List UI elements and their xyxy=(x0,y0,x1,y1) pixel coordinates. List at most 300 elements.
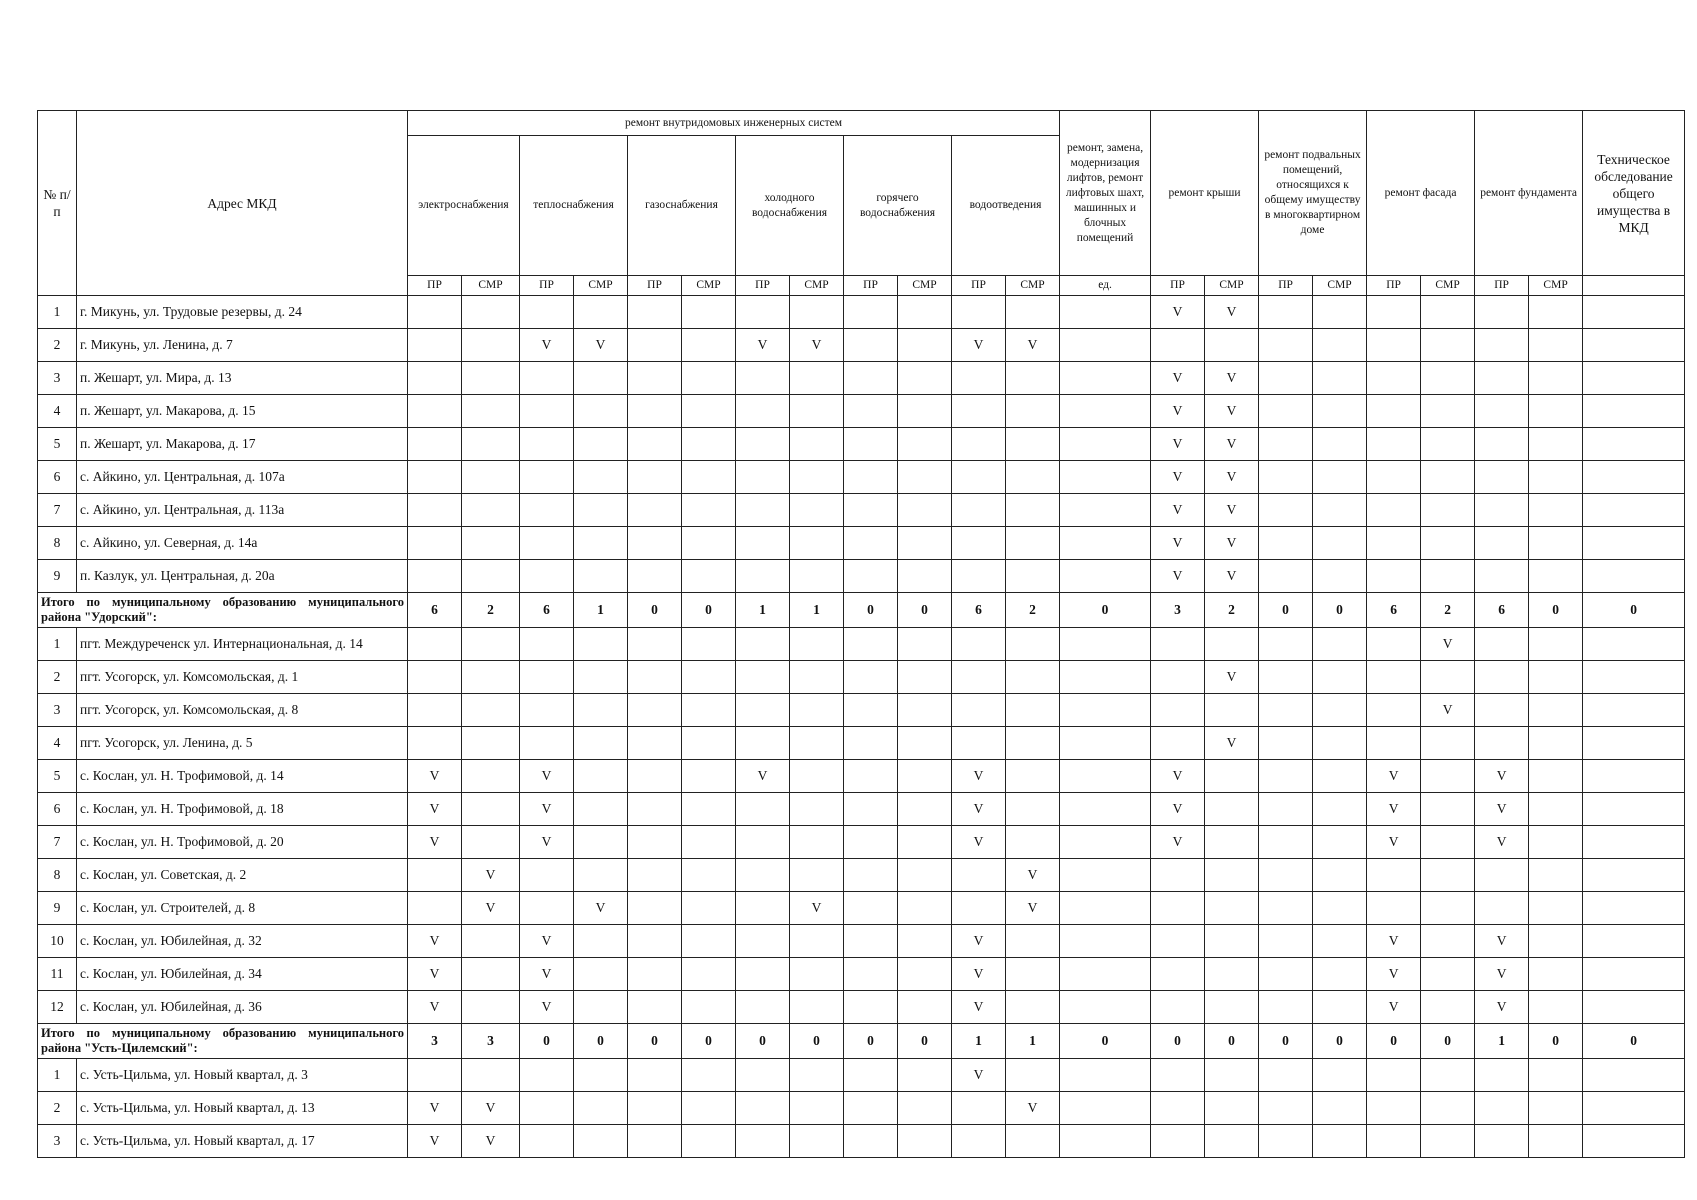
row-cell xyxy=(1421,494,1475,527)
row-cell xyxy=(898,1125,952,1158)
row-cell: V xyxy=(1205,661,1259,694)
row-cell xyxy=(736,991,790,1024)
row-cell xyxy=(1205,958,1259,991)
row-cell xyxy=(1151,859,1205,892)
row-cell xyxy=(898,362,952,395)
total-cell: 6 xyxy=(408,593,462,628)
row-cell: V xyxy=(520,958,574,991)
row-address: с. Кослан, ул. Советская, д. 2 xyxy=(77,859,408,892)
row-cell xyxy=(520,362,574,395)
row-cell xyxy=(682,494,736,527)
row-cell xyxy=(1060,859,1151,892)
row-cell xyxy=(408,527,462,560)
row-cell xyxy=(790,925,844,958)
row-cell xyxy=(1259,395,1313,428)
table-row xyxy=(38,560,1685,593)
row-cell xyxy=(1259,628,1313,661)
total-cell: 2 xyxy=(1421,593,1475,628)
row-cell xyxy=(682,362,736,395)
row-cell: V xyxy=(1475,826,1529,859)
row-cell xyxy=(1583,793,1685,826)
row-cell xyxy=(952,892,1006,925)
row-cell xyxy=(628,1092,682,1125)
header-address: Адрес МКД xyxy=(77,111,408,296)
row-number: 6 xyxy=(38,793,77,826)
row-cell xyxy=(408,661,462,694)
total-cell: 2 xyxy=(1006,593,1060,628)
sub-smr: СМР xyxy=(1529,276,1583,296)
row-cell xyxy=(790,527,844,560)
table-row xyxy=(38,991,1685,1024)
row-cell xyxy=(1060,727,1151,760)
row-cell xyxy=(1060,362,1151,395)
row-cell: V xyxy=(1205,395,1259,428)
row-cell xyxy=(1583,925,1685,958)
row-cell: V xyxy=(1151,395,1205,428)
row-cell xyxy=(736,527,790,560)
row-cell xyxy=(1060,694,1151,727)
row-address: пгт. Усогорск, ул. Ленина, д. 5 xyxy=(77,727,408,760)
table-row xyxy=(38,661,1685,694)
row-cell xyxy=(1475,461,1529,494)
row-cell xyxy=(1151,925,1205,958)
row-cell xyxy=(408,395,462,428)
row-cell: V xyxy=(1205,296,1259,329)
row-cell xyxy=(1313,958,1367,991)
total-cell: 2 xyxy=(462,593,520,628)
row-cell xyxy=(898,727,952,760)
sub-pr: ПР xyxy=(408,276,462,296)
row-cell xyxy=(628,329,682,362)
row-cell xyxy=(574,694,628,727)
row-cell xyxy=(462,461,520,494)
row-cell xyxy=(1583,958,1685,991)
row-cell: V xyxy=(408,793,462,826)
row-cell xyxy=(574,428,628,461)
total-label: Итого по муниципальному образованию муниципального района "Удорский": xyxy=(38,593,408,628)
row-number: 2 xyxy=(38,1092,77,1125)
header-num: № п/п xyxy=(38,111,77,296)
row-number: 9 xyxy=(38,892,77,925)
row-cell xyxy=(844,461,898,494)
row-cell: V xyxy=(408,1125,462,1158)
row-cell xyxy=(462,991,520,1024)
row-cell xyxy=(1205,991,1259,1024)
table-row xyxy=(38,826,1685,859)
row-cell xyxy=(1151,991,1205,1024)
row-cell xyxy=(952,296,1006,329)
row-cell: V xyxy=(1151,296,1205,329)
row-cell xyxy=(462,494,520,527)
row-cell xyxy=(1259,362,1313,395)
row-cell xyxy=(1421,859,1475,892)
row-cell xyxy=(1006,628,1060,661)
total-cell: 0 xyxy=(844,1024,898,1059)
row-cell xyxy=(574,1125,628,1158)
row-cell xyxy=(574,296,628,329)
row-cell xyxy=(1583,826,1685,859)
row-cell xyxy=(1529,527,1583,560)
row-address: с. Кослан, ул. Юбилейная, д. 36 xyxy=(77,991,408,1024)
row-cell xyxy=(736,727,790,760)
row-number: 4 xyxy=(38,727,77,760)
row-cell xyxy=(408,461,462,494)
row-address: п. Жешарт, ул. Мира, д. 13 xyxy=(77,362,408,395)
row-cell xyxy=(1475,296,1529,329)
row-cell xyxy=(790,826,844,859)
row-cell xyxy=(898,958,952,991)
row-address: пгт. Усогорск, ул. Комсомольская, д. 1 xyxy=(77,661,408,694)
row-address: пгт. Усогорск, ул. Комсомольская, д. 8 xyxy=(77,694,408,727)
table-row xyxy=(38,760,1685,793)
row-cell xyxy=(790,958,844,991)
row-cell xyxy=(1205,1125,1259,1158)
row-cell xyxy=(1259,694,1313,727)
row-cell xyxy=(682,527,736,560)
row-cell xyxy=(1313,494,1367,527)
row-cell xyxy=(790,727,844,760)
row-cell xyxy=(1313,628,1367,661)
row-cell xyxy=(1475,727,1529,760)
sub-pr: ПР xyxy=(1259,276,1313,296)
row-cell xyxy=(790,694,844,727)
row-cell xyxy=(898,494,952,527)
row-cell xyxy=(682,925,736,958)
row-cell xyxy=(1529,925,1583,958)
row-cell xyxy=(520,859,574,892)
row-cell xyxy=(1583,329,1685,362)
row-cell xyxy=(1060,991,1151,1024)
row-cell: V xyxy=(520,329,574,362)
row-cell xyxy=(574,793,628,826)
row-cell xyxy=(898,661,952,694)
row-cell: V xyxy=(1151,760,1205,793)
row-cell xyxy=(408,628,462,661)
row-cell xyxy=(682,661,736,694)
row-cell xyxy=(520,1092,574,1125)
sub-pr: ПР xyxy=(520,276,574,296)
total-cell: 0 xyxy=(736,1024,790,1059)
row-cell: V xyxy=(1205,527,1259,560)
row-cell xyxy=(1313,826,1367,859)
row-cell xyxy=(574,826,628,859)
row-cell xyxy=(952,461,1006,494)
row-cell: V xyxy=(1367,760,1421,793)
row-cell xyxy=(1529,1092,1583,1125)
row-cell xyxy=(1529,494,1583,527)
row-cell xyxy=(682,395,736,428)
row-cell: V xyxy=(1475,991,1529,1024)
row-cell xyxy=(1475,428,1529,461)
row-cell xyxy=(1060,793,1151,826)
row-cell xyxy=(1529,1125,1583,1158)
row-cell xyxy=(1006,694,1060,727)
table-row xyxy=(38,362,1685,395)
row-cell xyxy=(520,661,574,694)
row-number: 11 xyxy=(38,958,77,991)
row-cell xyxy=(1151,661,1205,694)
row-cell xyxy=(574,628,628,661)
row-cell xyxy=(736,628,790,661)
row-cell xyxy=(462,925,520,958)
row-cell xyxy=(1475,1125,1529,1158)
sub-unit: ед. xyxy=(1060,276,1151,296)
row-cell xyxy=(1583,859,1685,892)
table-row xyxy=(38,958,1685,991)
row-cell: V xyxy=(952,925,1006,958)
row-cell xyxy=(1529,859,1583,892)
row-cell xyxy=(1421,395,1475,428)
row-cell xyxy=(1529,727,1583,760)
row-cell xyxy=(520,1125,574,1158)
total-label: Итого по муниципальному образованию муниципального района "Усть-Цилемский": xyxy=(38,1024,408,1059)
row-cell xyxy=(952,527,1006,560)
repair-plan-table xyxy=(37,110,1685,1158)
row-cell xyxy=(844,1092,898,1125)
row-cell xyxy=(628,727,682,760)
row-cell xyxy=(462,1059,520,1092)
sub-smr: СМР xyxy=(462,276,520,296)
row-cell: V xyxy=(1205,428,1259,461)
row-cell xyxy=(628,892,682,925)
row-cell xyxy=(408,859,462,892)
table-row xyxy=(38,859,1685,892)
row-cell: V xyxy=(408,925,462,958)
row-cell xyxy=(574,925,628,958)
row-cell xyxy=(682,826,736,859)
row-cell xyxy=(628,362,682,395)
row-cell xyxy=(898,925,952,958)
row-cell xyxy=(898,395,952,428)
row-address: с. Айкино, ул. Центральная, д. 113а xyxy=(77,494,408,527)
row-cell xyxy=(520,892,574,925)
row-cell xyxy=(790,760,844,793)
row-cell xyxy=(952,661,1006,694)
row-cell xyxy=(682,859,736,892)
row-cell xyxy=(1259,760,1313,793)
row-cell xyxy=(736,362,790,395)
row-cell xyxy=(520,527,574,560)
row-cell xyxy=(1006,925,1060,958)
row-cell xyxy=(1259,958,1313,991)
row-cell xyxy=(574,958,628,991)
row-address: с. Кослан, ул. Н. Трофимовой, д. 14 xyxy=(77,760,408,793)
row-address: с. Кослан, ул. Н. Трофимовой, д. 20 xyxy=(77,826,408,859)
row-cell xyxy=(520,494,574,527)
row-cell: V xyxy=(1475,925,1529,958)
row-cell xyxy=(1529,428,1583,461)
row-cell xyxy=(1313,727,1367,760)
row-cell xyxy=(1259,1059,1313,1092)
row-cell xyxy=(1259,329,1313,362)
row-cell xyxy=(1367,892,1421,925)
row-cell: V xyxy=(574,892,628,925)
row-cell xyxy=(408,494,462,527)
row-cell xyxy=(682,727,736,760)
row-cell xyxy=(1583,1125,1685,1158)
row-cell xyxy=(844,362,898,395)
row-cell xyxy=(1060,560,1151,593)
row-cell xyxy=(462,296,520,329)
row-cell xyxy=(844,428,898,461)
sub-pr: ПР xyxy=(628,276,682,296)
row-cell xyxy=(844,494,898,527)
row-cell xyxy=(790,428,844,461)
row-cell xyxy=(1367,494,1421,527)
row-cell xyxy=(1313,1092,1367,1125)
row-cell xyxy=(1060,826,1151,859)
row-cell: V xyxy=(1475,958,1529,991)
row-cell xyxy=(520,461,574,494)
row-cell xyxy=(1367,560,1421,593)
row-cell: V xyxy=(520,826,574,859)
total-cell: 0 xyxy=(1259,1024,1313,1059)
row-cell xyxy=(462,329,520,362)
row-cell xyxy=(462,428,520,461)
row-cell xyxy=(1313,925,1367,958)
row-cell xyxy=(790,661,844,694)
row-cell xyxy=(1259,560,1313,593)
total-cell: 0 xyxy=(1583,593,1685,628)
row-cell xyxy=(1529,661,1583,694)
sub-pr: ПР xyxy=(1151,276,1205,296)
row-cell xyxy=(1583,1059,1685,1092)
row-number: 1 xyxy=(38,296,77,329)
total-cell: 0 xyxy=(628,1024,682,1059)
row-cell xyxy=(462,793,520,826)
row-cell xyxy=(952,1125,1006,1158)
table-row xyxy=(38,296,1685,329)
row-cell xyxy=(1006,661,1060,694)
row-cell xyxy=(1583,428,1685,461)
row-cell xyxy=(952,1092,1006,1125)
row-cell xyxy=(462,661,520,694)
row-cell: V xyxy=(520,793,574,826)
total-cell: 6 xyxy=(1367,593,1421,628)
row-cell xyxy=(1475,628,1529,661)
row-cell xyxy=(462,527,520,560)
row-cell xyxy=(574,1092,628,1125)
total-row xyxy=(38,1024,1685,1059)
row-cell xyxy=(952,628,1006,661)
row-cell xyxy=(1060,628,1151,661)
row-cell xyxy=(1421,793,1475,826)
row-address: п. Жешарт, ул. Макарова, д. 17 xyxy=(77,428,408,461)
row-cell xyxy=(1060,494,1151,527)
row-cell xyxy=(682,628,736,661)
header-cold-water: холодного водоснабжения xyxy=(736,136,844,276)
row-number: 8 xyxy=(38,527,77,560)
row-cell xyxy=(790,1125,844,1158)
row-cell xyxy=(1313,428,1367,461)
row-cell xyxy=(1367,395,1421,428)
row-cell xyxy=(1060,461,1151,494)
row-cell xyxy=(520,628,574,661)
sub-smr: СМР xyxy=(1313,276,1367,296)
total-cell: 1 xyxy=(1006,1024,1060,1059)
total-cell: 6 xyxy=(952,593,1006,628)
total-cell: 0 xyxy=(574,1024,628,1059)
row-cell: V xyxy=(408,760,462,793)
row-cell xyxy=(682,560,736,593)
row-cell xyxy=(1583,628,1685,661)
row-cell xyxy=(1151,727,1205,760)
row-cell xyxy=(1583,560,1685,593)
row-cell xyxy=(898,892,952,925)
header-electro: электроснабжения xyxy=(408,136,520,276)
row-address: п. Казлук, ул. Центральная, д. 20а xyxy=(77,560,408,593)
row-cell: V xyxy=(462,859,520,892)
row-cell: V xyxy=(520,925,574,958)
table-header xyxy=(38,111,1685,296)
table-row xyxy=(38,793,1685,826)
row-cell xyxy=(1421,727,1475,760)
row-cell: V xyxy=(1367,925,1421,958)
row-cell xyxy=(736,793,790,826)
row-cell xyxy=(1421,1059,1475,1092)
row-cell xyxy=(1259,661,1313,694)
total-cell: 0 xyxy=(898,1024,952,1059)
row-number: 9 xyxy=(38,560,77,593)
row-cell xyxy=(1529,362,1583,395)
sub-smr: СМР xyxy=(1006,276,1060,296)
row-cell xyxy=(1006,793,1060,826)
row-cell: V xyxy=(1151,362,1205,395)
row-number: 10 xyxy=(38,925,77,958)
row-cell xyxy=(628,560,682,593)
row-cell xyxy=(844,892,898,925)
row-cell xyxy=(574,661,628,694)
row-cell xyxy=(844,694,898,727)
row-cell xyxy=(844,296,898,329)
row-cell xyxy=(790,494,844,527)
row-cell xyxy=(1151,694,1205,727)
row-cell xyxy=(736,494,790,527)
row-number: 4 xyxy=(38,395,77,428)
row-cell xyxy=(462,958,520,991)
row-cell xyxy=(1006,1059,1060,1092)
row-cell: V xyxy=(462,1092,520,1125)
row-cell: V xyxy=(1421,694,1475,727)
total-cell: 2 xyxy=(1205,593,1259,628)
row-cell xyxy=(1313,991,1367,1024)
row-cell xyxy=(1060,428,1151,461)
row-cell xyxy=(574,991,628,1024)
row-cell xyxy=(898,826,952,859)
row-cell xyxy=(1583,395,1685,428)
row-cell xyxy=(1313,362,1367,395)
row-number: 2 xyxy=(38,661,77,694)
row-cell: V xyxy=(790,329,844,362)
row-cell xyxy=(1259,461,1313,494)
row-cell xyxy=(736,560,790,593)
total-cell: 6 xyxy=(520,593,574,628)
row-cell xyxy=(1529,329,1583,362)
row-cell xyxy=(1006,958,1060,991)
row-cell xyxy=(408,727,462,760)
row-cell xyxy=(1583,892,1685,925)
row-cell xyxy=(1475,661,1529,694)
row-cell xyxy=(1367,859,1421,892)
row-cell xyxy=(1259,428,1313,461)
row-cell xyxy=(844,760,898,793)
row-cell xyxy=(1151,628,1205,661)
row-cell xyxy=(682,296,736,329)
row-cell xyxy=(628,1059,682,1092)
row-cell: V xyxy=(1006,859,1060,892)
row-cell: V xyxy=(574,329,628,362)
row-cell xyxy=(1529,760,1583,793)
